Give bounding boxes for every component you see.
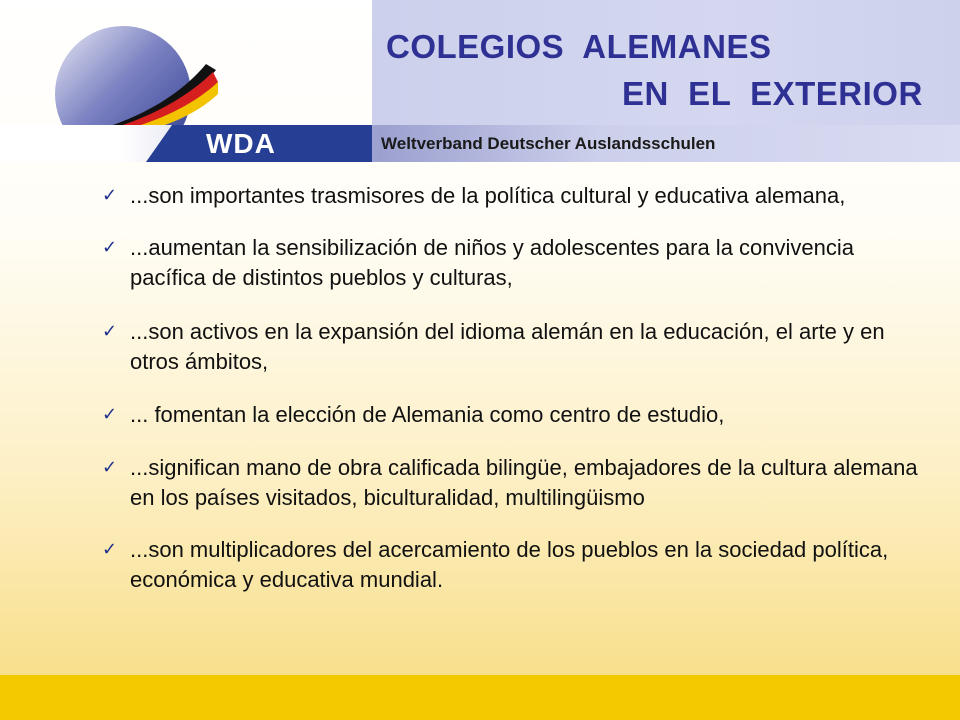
bullet-list [98, 181, 928, 595]
check-icon: ✓ [102, 185, 118, 206]
wda-abbreviation: WDA [206, 128, 276, 159]
organization-name: Weltverband Deutscher Auslandsschulen [381, 134, 716, 153]
wda-globe-logo-icon [48, 24, 218, 136]
bullet-item [98, 181, 928, 211]
check-icon: ✓ [102, 237, 118, 258]
bullet-text: ...significan mano de obra calificada bilingüe, embajadores de la cultura alemana en los países visitados, biculturalidad, multilingüismo [130, 455, 918, 510]
check-icon: ✓ [102, 457, 118, 478]
footer-bar [0, 675, 960, 720]
title-line-1: COLEGIOS ALEMANES [386, 28, 772, 65]
bullet-text: ...aumentan la sensibilización de niños y adolescentes para la convivencia pacífica de distintos pueblos y culturas, [130, 235, 854, 290]
bullet-text: ...son importantes trasmisores de la política cultural y educativa alemana, [130, 183, 846, 208]
bullet-item [98, 317, 928, 377]
bullet-text: ...son multiplicadores del acercamiento de los pueblos en la sociedad política, económica y educativa mundial. [130, 537, 889, 592]
check-icon: ✓ [102, 404, 118, 425]
check-icon: ✓ [102, 539, 118, 560]
bullet-item [98, 453, 928, 513]
bullet-text: ...son activos en la expansión del idioma alemán en la educación, el arte y en otros ámbitos, [130, 319, 885, 374]
bullet-text: ... fomentan la elección de Alemania como centro de estudio, [130, 402, 725, 427]
title-line-2: EN EL EXTERIOR [622, 75, 923, 112]
bullet-item [98, 233, 928, 293]
check-icon: ✓ [102, 321, 118, 342]
bullet-item [98, 535, 928, 595]
bullet-item [98, 400, 928, 430]
